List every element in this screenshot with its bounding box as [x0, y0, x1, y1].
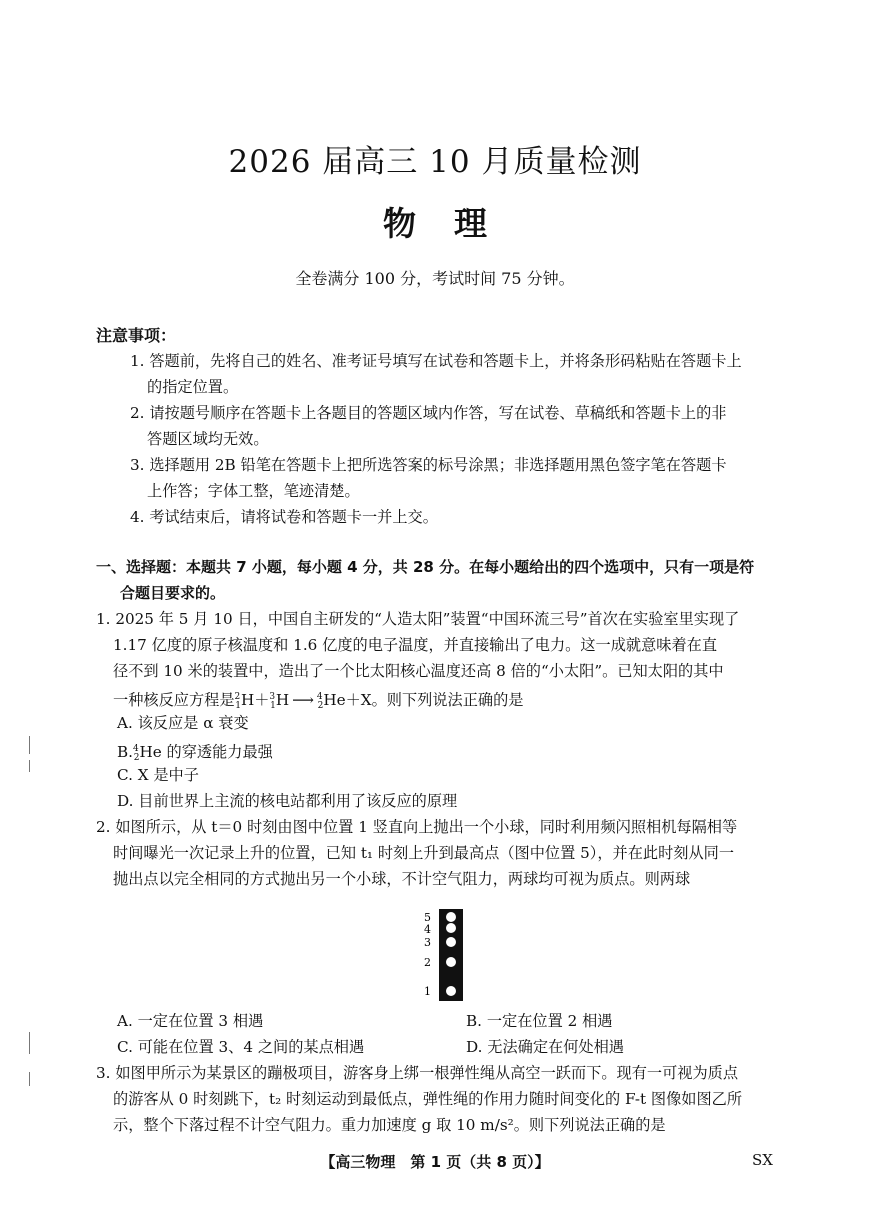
- binding-mark: [29, 1032, 30, 1054]
- option-b: B. 一定在位置 2 相遇: [466, 1012, 613, 1030]
- ball-position: [446, 986, 456, 996]
- binding-mark: [29, 1072, 30, 1086]
- ball-position: [446, 923, 456, 933]
- option-d: D. 无法确定在何处相遇: [466, 1038, 624, 1056]
- ball-position: [446, 912, 456, 922]
- section-heading: 一、选择题：本题共 7 小题，每小题 4 分，共 28 分。在每小题给出的四个选项中，只有一项是符: [96, 558, 755, 576]
- option-c: C. 可能在位置 3、4 之间的某点相遇: [117, 1038, 365, 1056]
- notice-line: 2. 请按题号顺序在答题卡上各题目的答题区域内作答，写在试卷、草稿纸和答题卡上的非: [130, 404, 727, 422]
- question-1-stem: 1.17 亿度的原子核温度和 1.6 亿度的电子温度，并直接输出了电力。这一成就意味着在直: [113, 636, 718, 654]
- notice-line: 1. 答题前，先将自己的姓名、准考证号填写在试卷和答题卡上，并将条形码粘贴在答题卡上: [130, 352, 742, 370]
- binding-mark: [29, 736, 30, 754]
- exam-total-time: 全卷满分 100 分，考试时间 75 分钟。: [295, 269, 575, 288]
- question-1-stem: 径不到 10 米的装置中，造出了一个比太阳核心温度还高 8 倍的“小太阳”。已知太阳的其中: [113, 662, 724, 680]
- exam-title: 2026 届高三 10 月质量检测: [228, 144, 642, 180]
- question-2-stem: 时间曝光一次记录上升的位置，已知 t₁ 时刻上升到最高点（图中位置 5），并在此时刻从同一: [113, 844, 735, 862]
- position-label: 5: [424, 911, 431, 924]
- question-1-equation: 一种核反应方程是$^2_1$H＋$^3_1$H ⟶ $^4_2$He＋X。则下列说法正确的是: [113, 691, 524, 711]
- position-label: 2: [424, 956, 431, 969]
- page-footer: 【高三物理 第 1 页（共 8 页）】: [320, 1153, 550, 1171]
- binding-mark: [29, 760, 30, 772]
- subject-char: 理: [454, 204, 487, 243]
- question-3-stem: 3. 如图甲所示为某景区的蹦极项目，游客身上绑一根弹性绳从高空一跃而下。现有一可视为质点: [96, 1064, 739, 1082]
- subject-char: 物: [383, 204, 416, 243]
- question-2-stem: 2. 如图所示，从 t＝0 时刻由图中位置 1 竖直向上抛出一个小球，同时利用频闪照相机每隔相等: [96, 818, 738, 836]
- section-heading: 合题目要求的。: [120, 584, 226, 602]
- notice-line: 答题区域均无效。: [147, 430, 269, 448]
- position-label: 4: [424, 923, 431, 936]
- question-3-stem: 示，整个下落过程不计空气阻力。重力加速度 g 取 10 m/s²。则下列说法正确的是: [113, 1116, 666, 1134]
- notice-line: 4. 考试结束后，请将试卷和答题卡一并上交。: [130, 508, 438, 526]
- ball-position: [446, 957, 456, 967]
- notice-line: 上作答；字体工整，笔迹清楚。: [147, 482, 360, 500]
- notice-line: 3. 选择题用 2B 铅笔在答题卡上把所选答案的标号涂黑；非选择题用黑色签字笔在答题卡: [130, 456, 727, 474]
- position-label: 1: [424, 985, 431, 998]
- question-1-stem: 1. 2025 年 5 月 10 日，中国自主研发的“人造太阳”装置“中国环流三号”首次在实验室里实现了: [96, 610, 740, 628]
- paper-code: SX: [752, 1151, 773, 1169]
- subject-title: [0, 198, 870, 245]
- question-2-stem: 抛出点以完全相同的方式抛出另一个小球，不计空气阻力，两球均可视为质点。则两球: [113, 870, 691, 888]
- option-d: D. 目前世界上主流的核电站都利用了该反应的原理: [117, 792, 458, 810]
- option-a: A. 该反应是 α 衰变: [117, 714, 249, 732]
- strobe-photo-figure: [420, 909, 470, 1001]
- ball-position: [446, 937, 456, 947]
- option-b: B.$^4_2$He 的穿透能力最强: [117, 743, 273, 763]
- option-c: C. X 是中子: [117, 766, 199, 784]
- question-3-stem: 的游客从 0 时刻跳下，t₂ 时刻运动到最低点，弹性绳的作用力随时间变化的 F-t 图像如图乙所: [113, 1090, 743, 1108]
- option-a: A. 一定在位置 3 相遇: [117, 1012, 264, 1030]
- notice-line: 的指定位置。: [147, 378, 239, 396]
- notice-heading: 注意事项：: [96, 326, 177, 345]
- position-label: 3: [424, 936, 431, 949]
